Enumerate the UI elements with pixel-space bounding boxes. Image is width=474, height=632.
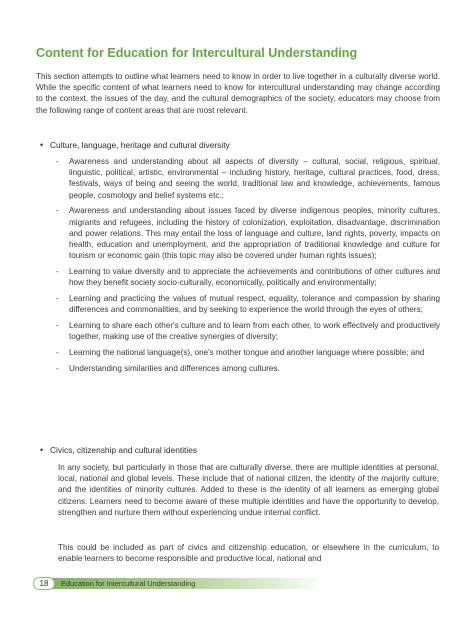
list-item-text: Understanding similarities and differences among cultures. — [69, 363, 280, 373]
list-item — [50, 205, 440, 261]
bullet-icon: • — [40, 445, 44, 455]
running-title: Education for Intercultural Understanding — [61, 579, 196, 588]
list-item — [50, 320, 440, 342]
bullet-heading-text: Civics, citizenship and cultural identities — [50, 445, 198, 455]
list-item — [50, 293, 440, 315]
list-item — [50, 156, 440, 201]
dash-icon: - — [56, 363, 59, 373]
bullet-icon: • — [40, 140, 44, 150]
list-item-text: Learning to share each other's culture and to learn from each other, to work effectively and productively together, making use of the creative synergies of diversity; — [69, 321, 440, 342]
dash-icon: - — [56, 294, 59, 304]
culture-dash-list — [50, 156, 440, 379]
section-heading: Content for Education for Intercultural Understanding — [36, 46, 358, 60]
bullet-heading-text: Culture, language, heritage and cultural diversity — [50, 140, 230, 150]
dash-icon: - — [56, 321, 59, 331]
list-item-text: Awareness and understanding about issues faced by diverse indigenous peoples, minority cultures, migrants and refugees, including the history of colonization, exploitation, disadvantage, discrimination and power relations. This may entail the loss of language and culture, land rights, poverty, impacts on health, education and unemployment, and the appropriation of traditional knowledge and culture for tourism or economic gain (this topic may also be covered under human rights issues); — [69, 206, 440, 261]
list-item-text: Learning the national language(s), one's mother tongue and another language where possible; and — [69, 348, 425, 358]
civics-paragraph-2: This could be included as part of civics and citizenship education, or elsewhere in the curriculum, to enable learners to become responsible and productive local, national and — [58, 543, 439, 564]
dash-icon: - — [56, 348, 59, 358]
dash-icon: - — [56, 157, 59, 166]
bullet-heading-civics — [40, 445, 197, 456]
intro-paragraph: This section attempts to outline what learners need to know in order to live together in a culturally diverse world. While the specific content of what learners need to know for intercultural understanding may change according to the context, the issues of the day, and the cultural demographics of the society, educators may choose from the following range of content areas that are most relevant. — [36, 72, 440, 115]
list-item — [50, 266, 440, 288]
list-item-text: Awareness and understanding about all aspects of diversity – cultural, social, religious, spiritual, linguistic, political, artistic, environmental – including history, heritage, cultural practices, food, dress, festivals, ways of being and seeing the world, traditional law and knowledge, achievements, famous people, cosmology and belief systems etc.; — [69, 157, 440, 200]
bullet-heading-culture — [40, 140, 230, 151]
list-item — [50, 363, 440, 374]
list-item-text: Learning and practicing the values of mutual respect, equality, tolerance and compassion by sharing differences and commonalities, and by seeking to experience the world through the eyes of others; — [69, 294, 440, 315]
list-item-text: Learning to value diversity and to appreciate the achievements and contributions of other cultures and how they benefit society socio-culturally, economically, politically and environmentally; — [69, 267, 440, 288]
dash-icon: - — [56, 267, 59, 277]
civics-paragraph-1: In any society, but particularly in those that are culturally diverse, there are multiple identities at personal, local, national and global levels. These include that of national citizen, the identity of the majority culture, and the identities of minority cultures. Added to these is the identity of all learners as emerging global citizens. Learners need to become aware of these multiple identities and have the opportunity to develop, strengthen and nurture them without experiencing undue internal conflict. — [58, 463, 439, 517]
page-number: 18 — [33, 577, 55, 590]
list-item — [50, 347, 440, 358]
dash-icon: - — [56, 206, 59, 216]
page-footer — [33, 577, 323, 590]
